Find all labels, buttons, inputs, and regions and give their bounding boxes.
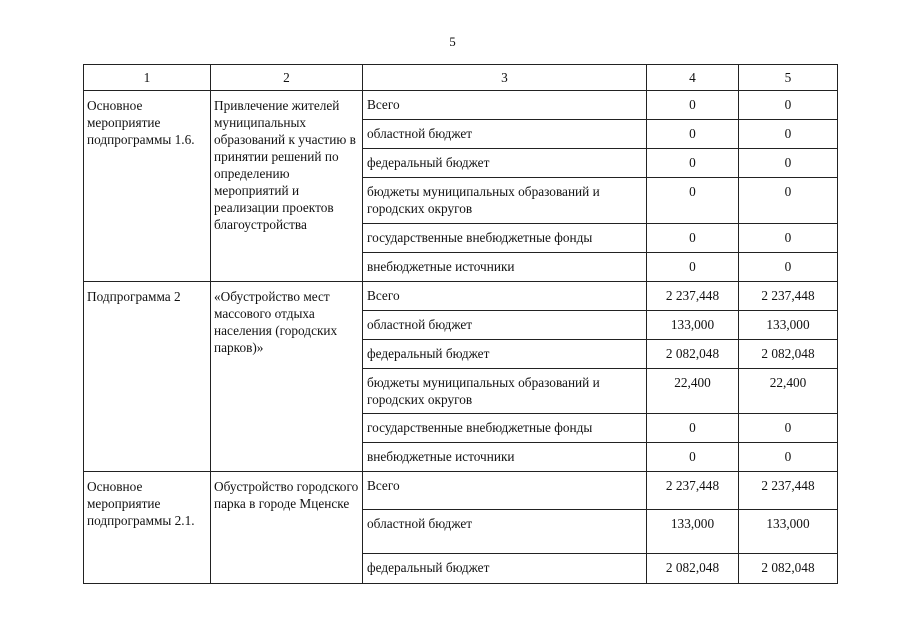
value-col4: 133,000 [647, 311, 739, 340]
value-col4: 0 [647, 149, 739, 178]
funding-source: областной бюджет [363, 311, 647, 340]
funding-source: федеральный бюджет [363, 149, 647, 178]
value-col4: 0 [647, 224, 739, 253]
value-col4: 0 [647, 120, 739, 149]
budget-table [83, 64, 838, 584]
page-number: 5 [449, 34, 456, 49]
table-row [84, 282, 838, 311]
value-col5: 133,000 [739, 510, 838, 554]
funding-source: Всего [363, 91, 647, 120]
value-col5: 0 [739, 91, 838, 120]
header-cell-2: 2 [211, 65, 363, 91]
table-row [84, 472, 838, 510]
table-row [84, 91, 838, 120]
program-name: Подпрограмма 2 [84, 282, 211, 472]
value-col5: 2 237,448 [739, 472, 838, 510]
value-col4: 0 [647, 178, 739, 224]
funding-source: федеральный бюджет [363, 554, 647, 584]
value-col5: 133,000 [739, 311, 838, 340]
value-col5: 0 [739, 178, 838, 224]
funding-source: бюджеты муниципальных образований и городских округов [363, 178, 647, 224]
program-description: «Обустройство мест массового отдыха населения (городских парков)» [211, 282, 363, 472]
funding-source: государственные внебюджетные фонды [363, 224, 647, 253]
funding-source: областной бюджет [363, 510, 647, 554]
funding-source: государственные внебюджетные фонды [363, 414, 647, 443]
value-col4: 0 [647, 414, 739, 443]
value-col4: 133,000 [647, 510, 739, 554]
value-col5: 22,400 [739, 369, 838, 414]
funding-source: Всего [363, 282, 647, 311]
value-col4: 22,400 [647, 369, 739, 414]
program-name: Основное мероприятие подпрограммы 1.6. [84, 91, 211, 282]
funding-source: внебюджетные источники [363, 443, 647, 472]
value-col4: 2 237,448 [647, 282, 739, 311]
header-cell-4: 4 [647, 65, 739, 91]
value-col5: 2 237,448 [739, 282, 838, 311]
value-col5: 0 [739, 224, 838, 253]
funding-source: внебюджетные источники [363, 253, 647, 282]
value-col4: 2 082,048 [647, 340, 739, 369]
program-name: Основное мероприятие подпрограммы 2.1. [84, 472, 211, 584]
value-col5: 0 [739, 120, 838, 149]
funding-source: областной бюджет [363, 120, 647, 149]
value-col5: 0 [739, 443, 838, 472]
value-col4: 0 [647, 253, 739, 282]
value-col5: 2 082,048 [739, 340, 838, 369]
value-col5: 0 [739, 253, 838, 282]
value-col5: 2 082,048 [739, 554, 838, 584]
value-col4: 2 237,448 [647, 472, 739, 510]
program-description: Обустройство городского парка в городе Мценске [211, 472, 363, 584]
funding-source: Всего [363, 472, 647, 510]
funding-source: бюджеты муниципальных образований и городских округов [363, 369, 647, 414]
value-col5: 0 [739, 149, 838, 178]
header-row [84, 65, 838, 91]
header-cell-5: 5 [739, 65, 838, 91]
value-col5: 0 [739, 414, 838, 443]
header-cell-1: 1 [84, 65, 211, 91]
value-col4: 0 [647, 91, 739, 120]
program-description: Привлечение жителей муниципальных образований к участию в принятии решений по определению мероприятий и реализации проектов благоустройства [211, 91, 363, 282]
value-col4: 2 082,048 [647, 554, 739, 584]
funding-source: федеральный бюджет [363, 340, 647, 369]
value-col4: 0 [647, 443, 739, 472]
header-cell-3: 3 [363, 65, 647, 91]
